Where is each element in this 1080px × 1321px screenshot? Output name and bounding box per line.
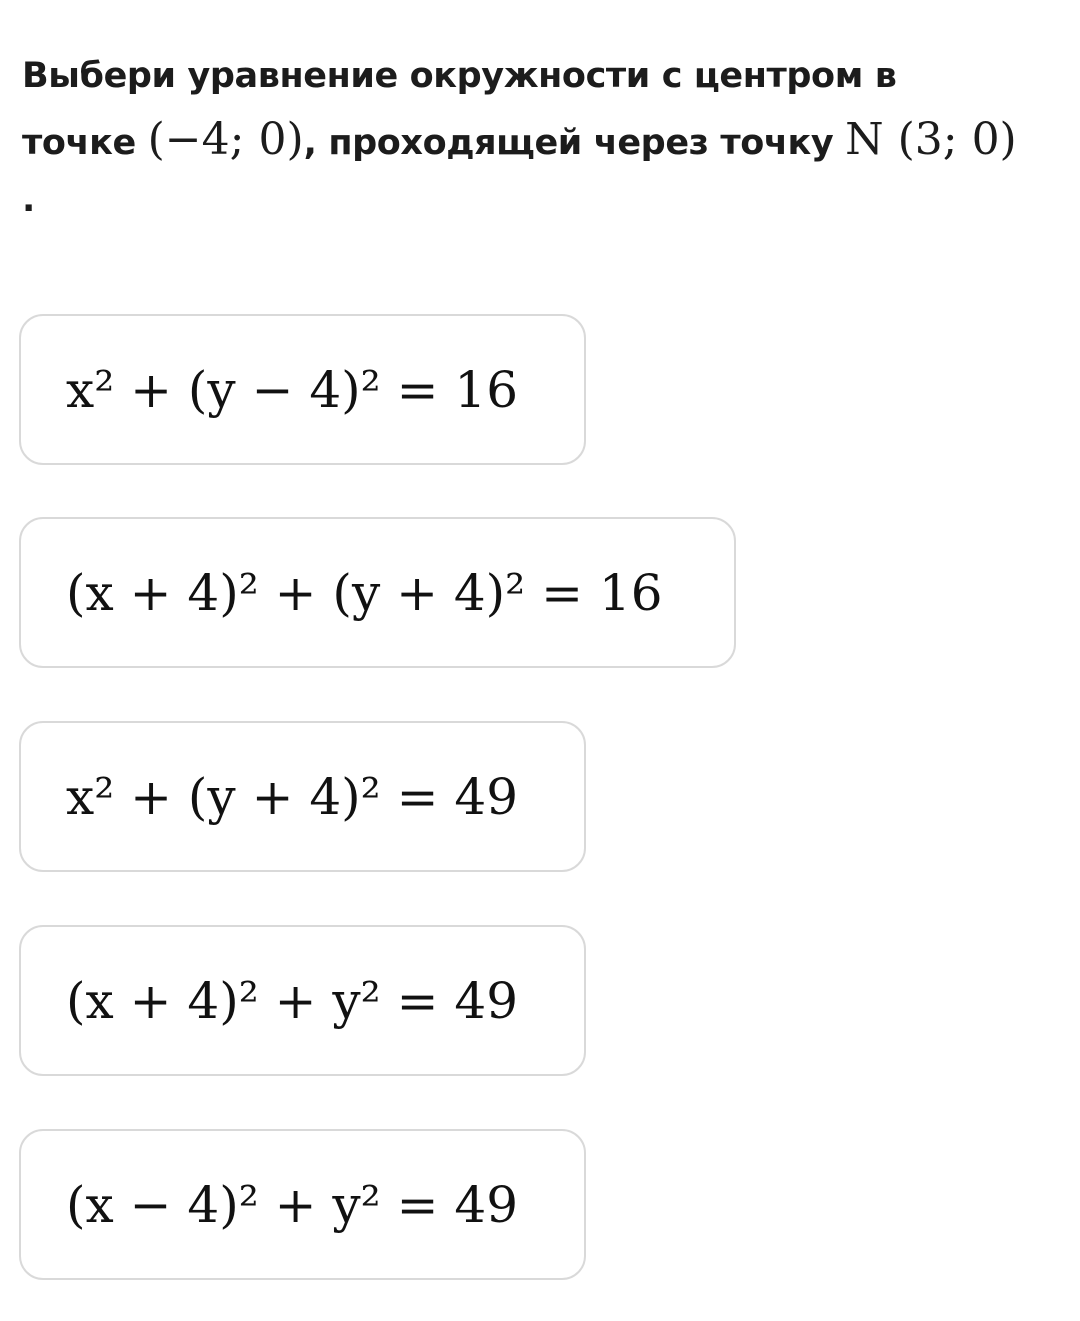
- answer-option-5[interactable]: [19, 1129, 586, 1280]
- answer-option-label: x² + (y − 4)² = 16: [66, 360, 519, 419]
- answer-option-2[interactable]: [19, 517, 736, 668]
- question-text: [22, 44, 1062, 175]
- question-line2-prefix: точке: [22, 123, 148, 163]
- answer-option-label: (x − 4)² + y² = 49: [66, 1175, 519, 1234]
- answer-option-3[interactable]: [19, 721, 586, 872]
- answer-option-label: (x + 4)² + y² = 49: [66, 971, 519, 1030]
- answer-option-4[interactable]: [19, 925, 586, 1076]
- answer-option-label: (x + 4)² + (y + 4)² = 16: [66, 563, 663, 622]
- question-middle-text: , проходящей через точку: [303, 123, 846, 163]
- question-period: .: [22, 180, 36, 220]
- center-point: (−4; 0): [147, 114, 304, 165]
- point-n: N (3; 0): [845, 114, 1017, 165]
- question-line1: Выбери уравнение окружности с центром в: [22, 56, 897, 96]
- answer-option-label: x² + (y + 4)² = 49: [66, 767, 519, 826]
- answer-option-1[interactable]: [19, 314, 586, 465]
